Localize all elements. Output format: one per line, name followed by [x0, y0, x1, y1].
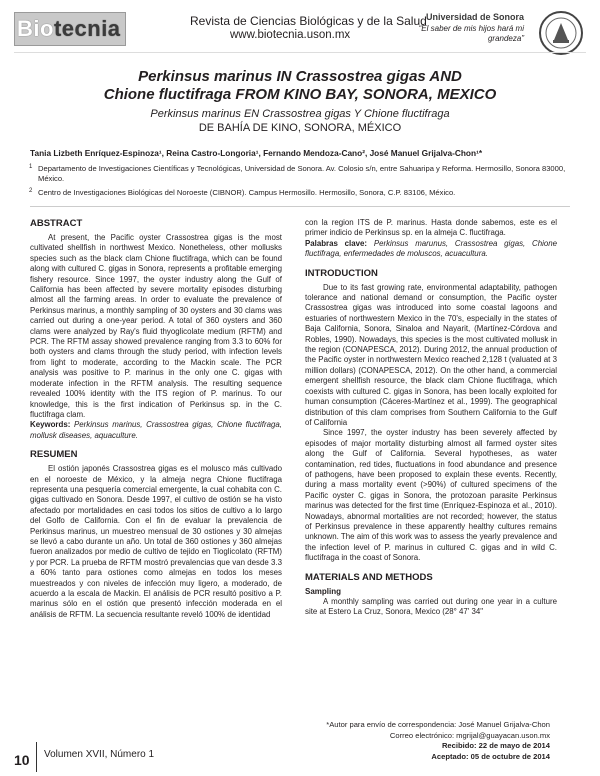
article-title-line1: Perkinsus marinus IN Crassostrea gigas AND: [138, 68, 462, 85]
abstract-keywords: [30, 420, 282, 441]
methods-text: A monthly sampling was carried out during one year in a culture site at Estero La Cruz, Sonora, Mexico (28° 47' 34": [305, 597, 557, 617]
affiliation-2: [29, 188, 583, 198]
keywords-label: Keywords:: [30, 420, 71, 430]
affiliation-text: Centro de Investigaciones Biológicas del Noroeste (CIBNOR). Campus Hermosillo. Hermosillo, Sonora, C.P. 83106, México.: [38, 188, 456, 197]
footer-divider: [36, 742, 37, 772]
journal-title: Revista de Ciencias Biológicas y de la Salud: [190, 14, 427, 28]
page-number: 10: [14, 752, 30, 768]
accepted-date: Aceptado: 05 de octubre de 2014: [431, 751, 550, 761]
affiliation-number: 2: [29, 188, 33, 194]
introduction-heading: INTRODUCTION: [305, 267, 378, 279]
received-date: Recibido: 22 de mayo de 2014: [441, 741, 550, 750]
resumen-text: El ostión japonés Crassostrea gigas es el molusco más cultivado en el noroeste de México, y la almeja negra Chione fluctifraga representa una pesquería comercial emergente, la cual cohabita con C. gigas cultivado en Sonora. Desde 1997, el cultivo de ostión se ha visto afectado por mortalidades en casi todos los sitios de cultivo a lo largo del Golfo de California. Con el fin de evaluar la prevalencia de Perkinsus marinus, un muestreo mensual de 30 ostiones y 30 almejas se llevó a cabo durante un año. Un total de 360 ostiones y 360 almejas fueron analizados por medio de cultivo de tejido en Tioglicolato (RFTM) y por PCR. La prueba de RFTM mostró prevalencias que van desde 3.3 a 60% tanto para ostiones como almejas en todos los meses muestreados y con niveles de infección muy ligero, a moderado, de acuerdo a la escala de Mackin. El análisis de PCR resultó positivo a P. marinus sólo en el ostión que presentó infección moderada en el análisis de RFTM. La secuencia resultante reveló 100% de identidad: [30, 464, 282, 619]
affiliation-1: [29, 164, 583, 184]
university-motto: “El saber de mis hijos hará mi grandeza”: [418, 24, 524, 43]
methods-heading: MATERIALS AND METHODS: [305, 571, 433, 583]
keywords-list: Perkinsus marinus, Crassostrea gigas, Chione fluctifraga, mollusk diseases, aquaculture.: [30, 420, 282, 440]
resumen-heading: RESUMEN: [30, 449, 78, 461]
resumen-continued: con la region ITS de P. marinus. Hasta donde sabemos, este es el primer indicio de Perkinsus sp. en la almeja C. fluctifraga.: [305, 218, 557, 238]
article-title-line2: Chione fluctifraga FROM KINO BAY, SONORA, MEXICO: [103, 86, 497, 103]
correspondence-block: [280, 720, 550, 762]
abstract-text: At present, the Pacific oyster Crassostrea gigas is the most cultivated shellfish in northwest Mexico. Nonetheless, other mollusks species such as the black clam Chione fluctifraga, which can be found along with cultured C. gigas in Sonora, represents a profitable emerging fishery resource. Since 1997, the oyster industry along the Gulf of California has been affected by severe mortality episodes disturbing almost all the farming areas. In order to evaluate the prevalence of Perkinsus marinus, a monthly sampling of 30 oysters and 30 clams was carried out during a one-year period. A total of 360 oysters and 360 clams were analyzed by Ray's fluid thyoglicolate medium (RFTM) and PCR. The RFTM assay showed prevalence ranging from 3.3 to 60% for both oysters and clams through the study period, with infection levels from light to moderate, according to the Mackin scale. The PCR analysis was positive to P. marinus in the only one C. gigas with moderate infection in the RFTM analysis. The resulting sequence revealed 100% identity with the ITS region of P. marinus. To our knowledge, this is the first indication of Perkinsus sp. in the C. fluctifraga clam.: [30, 233, 282, 419]
author-list: Tania Lizbeth Enríquez-Espinoza¹, Reina Castro-Longoria¹, Fernando Mendoza-Cano², José Manuel Grijalva-Chon¹*: [30, 148, 483, 158]
left-column: [30, 218, 282, 620]
corresponding-author: *Autor para envío de correspondencia: José Manuel Grijalva-Chon: [326, 720, 550, 729]
volume-label: Volumen XVII, Número 1: [44, 749, 155, 760]
right-column: [305, 218, 557, 618]
spanish-title-line1: Perkinsus marinus EN Crassostrea gigas Y Chione fluctifraga: [150, 108, 450, 120]
university-seal-icon: [538, 10, 584, 56]
university-name: Universidad de Sonora: [426, 12, 525, 22]
spanish-title-line2: DE BAHÍA DE KINO, SONORA, MÉXICO: [198, 122, 402, 134]
abstract-heading: ABSTRACT: [30, 218, 83, 229]
palabras-clave-list: Perkinsus marunus, Crassostrea gigas, Chione fluctifraga, enfermedades de moluscos, acuacultura.: [305, 238, 557, 259]
logo-text: Biotecnia: [14, 12, 126, 46]
introduction-paragraph-2: Since 1997, the oyster industry has been severely affected by episodes of major mortality disturbing almost all farmed oyster sites along the Gulf of California. Several hypotheses, as water contamination, red tides, fluctuations in food abundance and presence of pathogens, have been proposed to explain these events. Recently, during a mass mortality event (>90%) of cultured specimens of the Pacific oyster C. gigas in Sonora, the protozoan parasite Perkinsus marinus was detected for the first time (Enríquez-Espinoza et al., 2010). Nowadays, abnormal mortalities are not recorded; however, the status of Perkinsus prevalence in these apparently healthy cultures remains unknown. The aim of this work was to assess the yearly prevalence and the infection level of P. marinus in cultured C. gigas and in wild C. fluctifraga in the coast of Sonora.: [305, 428, 557, 563]
resumen-keywords: [305, 239, 557, 260]
introduction-paragraph-1: Due to its fast growing rate, environmental adaptability, pathogen tolerance and national demand or consumption, the Pacific oyster Crassostrea gigas was introduced into some coastal lagoons and estuaries of northwestern Mexico in the 70's, especially in the states of Baja California, Sonora, Sinaloa and Nayarit, (Martínez-Córdova and Robles, 1990). Nowadays, this species is the most cultivated mollusk in the region (CONAPESCA, 2012). During 2012, the annual production of the Pacific oyster in northwestern Mexico reached 2,128 t (valuated at 3 million dollars) (CONAPESCA, 2012). On the other hand, a commercial emergent shellfish resource, the black clam Chione fluctifraga, which coexists with cultured C. gigas in Sonora, has been locally exploited for human consumption (Cáceres-Martínez et al., 1999). The geographical distribution of this clam comprises from Southern California to the Gulf of California: [305, 282, 557, 427]
journal-url[interactable]: www.biotecnia.uson.mx: [230, 29, 351, 41]
sampling-subheading: Sampling: [305, 586, 342, 596]
palabras-clave-label: Palabras clave:: [305, 238, 368, 248]
journal-logo: [14, 12, 164, 44]
header-divider: [14, 52, 586, 53]
affiliation-text: Departamento de Investigaciones Científicas y Tecnológicas, Universidad de Sonora. Av. Colosio s/n, entre Sahuaripa y Reforma. Hermosillo, Sonora 83000, México.: [38, 164, 566, 183]
affiliation-divider: [30, 206, 570, 207]
corresponding-email[interactable]: Correo electrónico: mgrijal@guayacan.uson.mx: [389, 730, 550, 740]
affiliation-number: 1: [29, 164, 33, 170]
